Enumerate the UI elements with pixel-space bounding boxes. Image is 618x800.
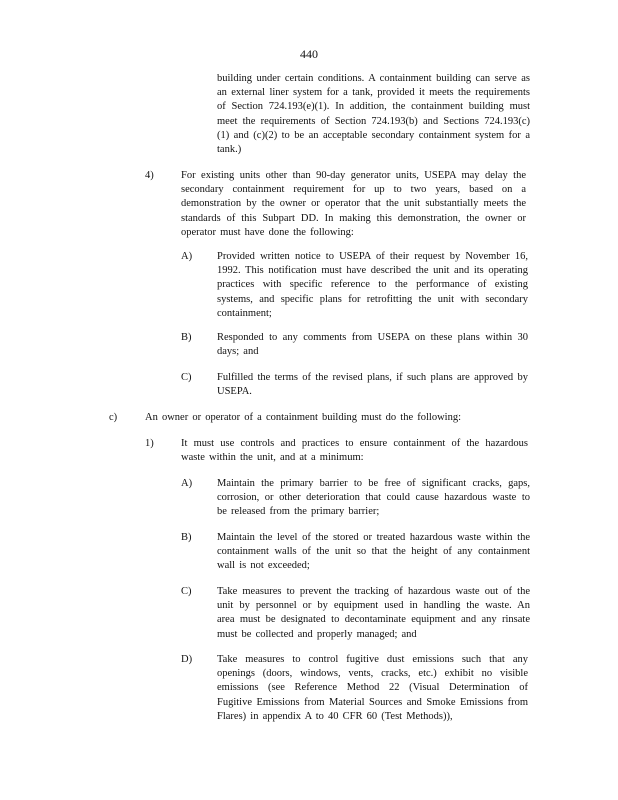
page-number: 440: [300, 47, 318, 61]
item-1b-marker: B): [181, 532, 192, 543]
item-4b-marker: B): [181, 332, 192, 343]
continuation-paragraph: building under certain conditions. A containment building can serve as an external liner system for a tank, provided it meets the requirements of Section 724.193(e)(1). In addition, the containment building must meet the requirements of Section 724.193(b) and Sections 724.193(c)(1) and (c)(2) to be an acceptable secondary containment system for a tank.): [217, 73, 530, 156]
item-4-text: For existing units other than 90-day generator units, USEPA may delay the secondary containment requirement for up to two years, based on a demonstration by the owner or operator that the unit substantially meets the standards of this Subpart DD. In making this demonstration, the owner or operator must have done the following:: [181, 170, 526, 238]
item-4c-marker: C): [181, 372, 192, 383]
item-1a-marker: A): [181, 478, 193, 489]
item-1-text: It must use controls and practices to ensure containment of the hazardous waste within the unit, and at a minimum:: [181, 438, 528, 464]
item-1d-text: Take measures to control fugitive dust emissions such that any openings (doors, windows, vents, cracks, etc.) exhibit no visible emissions (see Reference Method 22 (Visual Determination of Fugitive Emissions from Material Sources and Smoke Emissions from Flares) in appendix A to 40 CFR 60 (Test Methods)),: [217, 654, 528, 722]
item-4c-text: Fulfilled the terms of the revised plans, if such plans are approved by USEPA.: [217, 372, 528, 398]
item-1c-marker: C): [181, 586, 192, 597]
item-1-marker: 1): [145, 438, 154, 449]
item-1d-marker: D): [181, 654, 193, 665]
item-4a-marker: A): [181, 251, 193, 262]
item-4-marker: 4): [145, 170, 154, 181]
item-1a-text: Maintain the primary barrier to be free of significant cracks, gaps, corrosion, or other deterioration that could cause hazardous waste to be released from the primary barrier;: [217, 478, 530, 518]
item-1c-text: Take measures to prevent the tracking of hazardous waste out of the unit by personnel or by equipment used in handling the waste. An area must be designated to decontaminate equipment and any rinsate must be collected and properly managed; and: [217, 586, 530, 640]
item-4a-text: Provided written notice to USEPA of their request by November 16, 1992. This notification must have described the unit and its operating practices with specific reference to the performance of existing systems, and specific plans for retrofitting the unit with secondary containment;: [217, 251, 528, 319]
item-1b-text: Maintain the level of the stored or treated hazardous waste within the containment walls of the unit so that the height of any containment wall is not exceeded;: [217, 532, 530, 572]
section-c-marker: c): [109, 412, 118, 423]
item-4b-text: Responded to any comments from USEPA on these plans within 30 days; and: [217, 332, 528, 358]
section-c-text: An owner or operator of a containment building must do the following:: [145, 412, 461, 423]
